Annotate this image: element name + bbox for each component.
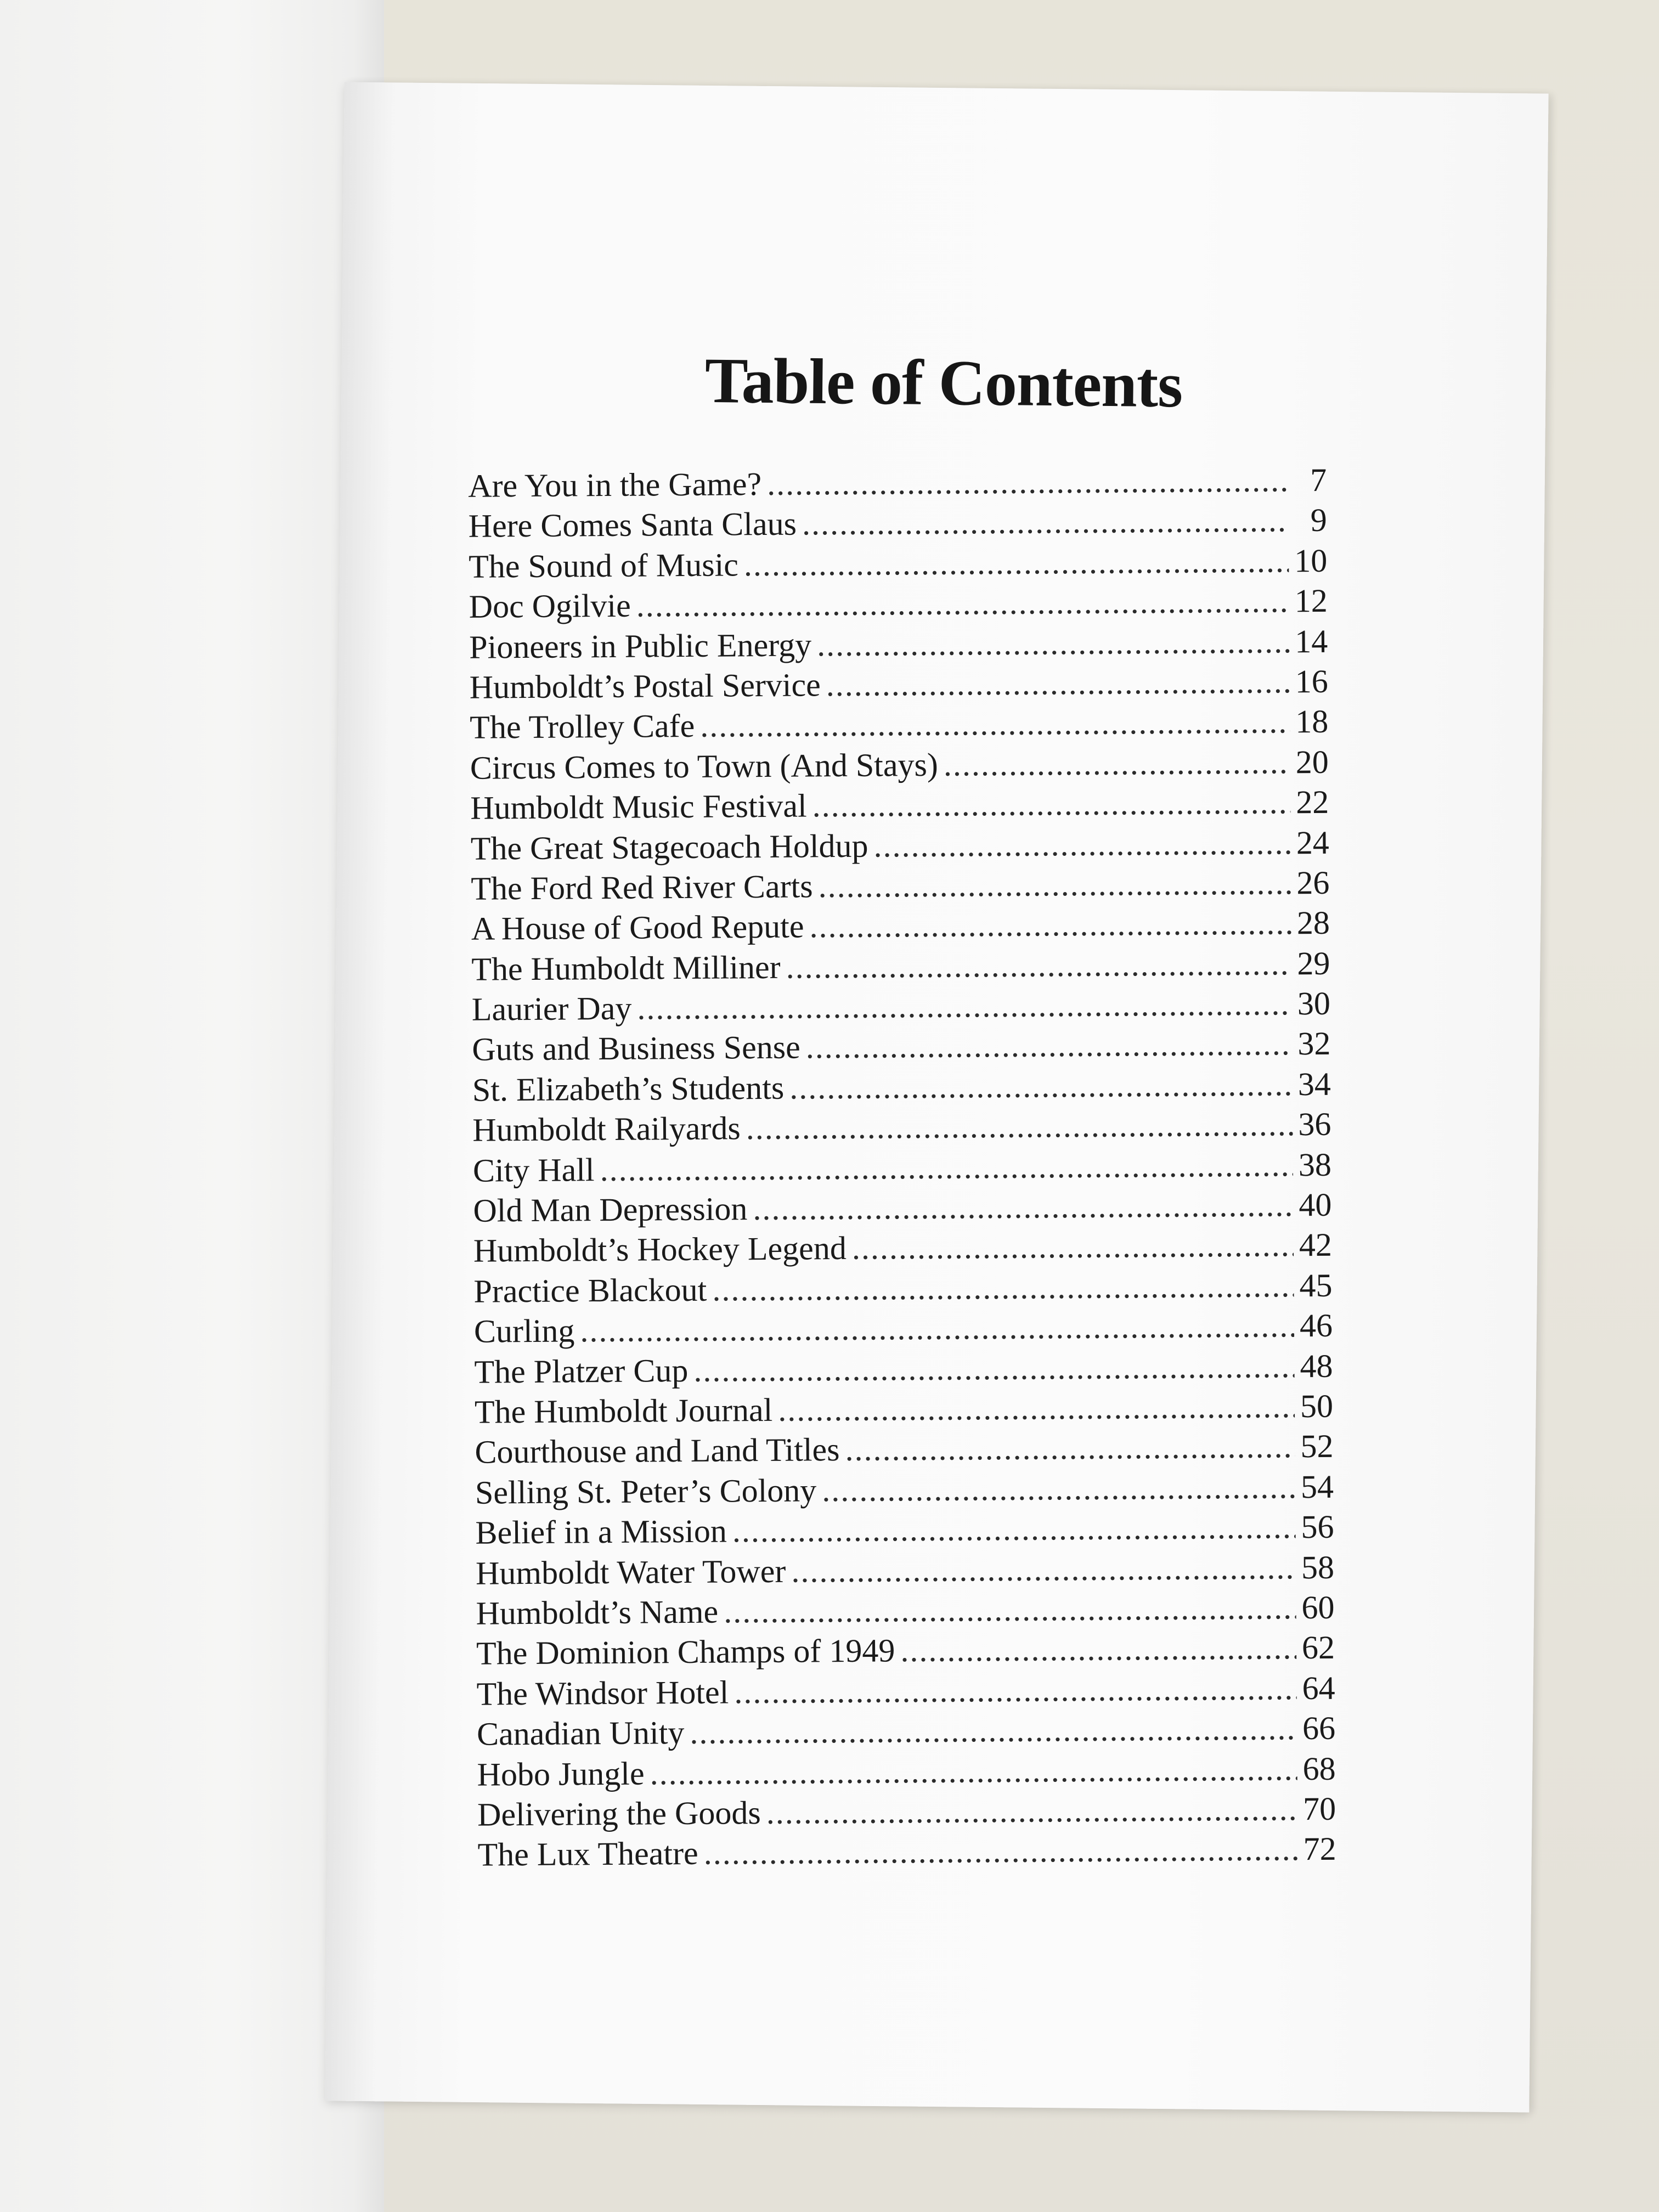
toc-entry-title: Practice Blackout xyxy=(473,1271,707,1310)
toc-entry-title: Humboldt Water Tower xyxy=(475,1553,786,1592)
toc-entry-page-number: 28 xyxy=(1296,905,1330,941)
toc-dot-leader xyxy=(778,1387,1295,1429)
toc-entry-page-number: 10 xyxy=(1294,542,1328,579)
toc-entry-title: St. Elizabeth’s Students xyxy=(472,1069,785,1108)
toc-dot-leader xyxy=(690,1709,1297,1752)
toc-dot-leader xyxy=(944,743,1290,783)
toc-entry-title: The Platzer Cup xyxy=(474,1352,689,1390)
toc-entry-title: Hobo Jungle xyxy=(477,1755,645,1793)
toc-dot-leader xyxy=(712,1267,1294,1308)
toc-entry-page-number: 20 xyxy=(1295,743,1329,780)
toc-entry-page-number: 56 xyxy=(1301,1508,1334,1545)
toc-entry-title: The Trolley Cafe xyxy=(470,708,695,746)
toc-entry-title: Laurier Day xyxy=(471,990,632,1028)
toc-entry-page-number: 54 xyxy=(1300,1468,1334,1505)
toc-entry xyxy=(469,622,1328,668)
toc-entry-title: Courthouse and Land Titles xyxy=(475,1431,840,1471)
toc-entry xyxy=(477,1750,1335,1796)
toc-entry-page-number: 26 xyxy=(1296,864,1330,901)
toc-entry-title: Belief in a Mission xyxy=(475,1513,727,1551)
toc-entry-title: A House of Good Repute xyxy=(471,908,804,947)
toc-entry xyxy=(477,1790,1336,1836)
toc-entry-title: The Great Stagecoach Holdup xyxy=(470,827,868,867)
toc-dot-leader xyxy=(818,864,1291,905)
toc-entry xyxy=(473,1226,1332,1272)
toc-entry-page-number: 34 xyxy=(1297,1065,1331,1103)
toc-entry xyxy=(477,1709,1335,1756)
toc-entry-page-number: 58 xyxy=(1301,1549,1335,1585)
toc-entry xyxy=(471,944,1330,990)
toc-entry-title: City Hall xyxy=(472,1151,595,1189)
toc-entry xyxy=(475,1508,1334,1554)
toc-entry xyxy=(468,461,1327,507)
toc-dot-leader xyxy=(767,461,1289,503)
toc-entry-title: Doc Ogilvie xyxy=(469,587,631,625)
toc-entry-page-number: 64 xyxy=(1302,1669,1335,1706)
toc-dot-leader xyxy=(822,1468,1295,1509)
toc-dot-leader xyxy=(580,1307,1294,1350)
toc-entry-page-number: 9 xyxy=(1310,502,1327,539)
toc-dot-leader xyxy=(693,1347,1295,1390)
toc-entry-title: Humboldt’s Postal Service xyxy=(469,667,821,706)
toc-entry-title: Humboldt Railyards xyxy=(472,1110,741,1148)
toc-entry-page-number: 36 xyxy=(1298,1106,1331,1143)
toc-entry xyxy=(475,1387,1333,1434)
toc-dot-leader xyxy=(700,703,1290,746)
toc-entry xyxy=(472,1105,1331,1152)
toc-dot-leader xyxy=(852,1227,1294,1268)
toc-dot-leader xyxy=(746,1106,1293,1148)
toc-dot-leader xyxy=(753,1186,1294,1228)
toc-entry-title: The Sound of Music xyxy=(469,546,739,585)
toc-entry-title: Pioneers in Public Energy xyxy=(469,626,812,665)
toc-entry-title: Circus Comes to Town (And Stays) xyxy=(470,746,939,786)
toc-entry xyxy=(474,1347,1333,1393)
toc-entry-page-number: 60 xyxy=(1301,1589,1335,1626)
toc-entry-title: The Lux Theatre xyxy=(477,1835,698,1873)
toc-dot-leader xyxy=(636,582,1289,624)
toc-entry xyxy=(470,663,1328,709)
toc-entry xyxy=(472,985,1330,1031)
toc-entry xyxy=(468,501,1327,548)
toc-dot-leader xyxy=(817,623,1290,664)
toc-entry xyxy=(472,1065,1331,1111)
toc-entry-page-number: 62 xyxy=(1301,1629,1335,1666)
toc-entry-title: Humboldt’s Hockey Legend xyxy=(473,1230,847,1269)
toc-entry xyxy=(476,1629,1335,1675)
toc-entry xyxy=(469,582,1328,628)
toc-entry-page-number: 45 xyxy=(1299,1267,1333,1304)
toc-entry-title: The Humboldt Milliner xyxy=(471,949,781,988)
toc-entry-page-number: 24 xyxy=(1296,824,1330,861)
page-title: Table of Contents xyxy=(704,344,1183,421)
toc-entry xyxy=(470,783,1329,830)
toc-dot-leader xyxy=(802,502,1289,543)
toc-entry-title: The Windsor Hotel xyxy=(476,1674,729,1712)
toc-entry-title: Humboldt Music Festival xyxy=(470,787,807,826)
toc-entry-page-number: 32 xyxy=(1297,1025,1331,1062)
book-page xyxy=(325,82,1548,2113)
toc-dot-leader xyxy=(786,945,1291,986)
toc-entry xyxy=(476,1669,1335,1715)
toc-entry xyxy=(471,904,1330,950)
toc-entry-page-number: 68 xyxy=(1302,1750,1336,1787)
toc-dot-leader xyxy=(744,542,1289,584)
toc-entry xyxy=(470,703,1328,749)
toc-entry-page-number: 12 xyxy=(1294,582,1328,619)
toc-entry-page-number: 70 xyxy=(1302,1790,1336,1827)
toc-entry-page-number: 30 xyxy=(1297,985,1331,1022)
toc-entry xyxy=(476,1548,1334,1594)
toc-entry-page-number: 46 xyxy=(1299,1307,1333,1344)
toc-entry-page-number: 18 xyxy=(1295,703,1329,740)
toc-entry-page-number: 50 xyxy=(1300,1387,1334,1425)
toc-entry-page-number: 29 xyxy=(1297,945,1330,981)
toc-entry-title: The Humboldt Journal xyxy=(474,1391,773,1430)
toc-entry xyxy=(471,823,1329,870)
toc-dot-leader xyxy=(809,905,1291,946)
toc-entry xyxy=(475,1468,1334,1514)
toc-dot-leader xyxy=(637,985,1292,1027)
toc-dot-leader xyxy=(791,1549,1296,1590)
toc-entry-title: Canadian Unity xyxy=(476,1714,685,1752)
toc-dot-leader xyxy=(600,1146,1293,1189)
toc-entry xyxy=(473,1146,1331,1192)
toc-entry-title: The Dominion Champs of 1949 xyxy=(476,1632,895,1672)
toc-entry-page-number: 38 xyxy=(1298,1146,1332,1183)
toc-entry-title: Old Man Depression xyxy=(473,1190,748,1229)
toc-list xyxy=(468,461,1336,1877)
toc-entry xyxy=(475,1427,1333,1474)
toc-dot-leader xyxy=(732,1508,1296,1550)
toc-dot-leader xyxy=(873,824,1291,865)
toc-entry-title: The Ford Red River Carts xyxy=(471,868,813,907)
toc-entry-title: Selling St. Peter’s Colony xyxy=(475,1472,817,1511)
toc-entry-page-number: 42 xyxy=(1299,1227,1333,1263)
toc-entry-page-number: 72 xyxy=(1303,1831,1336,1867)
toc-entry-title: Here Comes Santa Claus xyxy=(468,505,797,545)
toc-entry xyxy=(469,542,1327,588)
toc-entry xyxy=(472,1025,1330,1071)
toc-entry xyxy=(470,743,1329,789)
toc-entry xyxy=(473,1186,1331,1232)
toc-entry-title: Guts and Business Sense xyxy=(472,1029,800,1068)
toc-entry xyxy=(474,1307,1333,1353)
toc-entry-page-number: 14 xyxy=(1295,623,1328,659)
toc-entry-page-number: 48 xyxy=(1300,1347,1333,1384)
toc-entry xyxy=(471,864,1329,910)
toc-dot-leader xyxy=(724,1589,1296,1630)
toc-dot-leader xyxy=(703,1831,1297,1873)
toc-entry-page-number: 16 xyxy=(1295,663,1328,700)
toc-dot-leader xyxy=(900,1629,1296,1670)
toc-entry xyxy=(477,1830,1336,1876)
toc-entry xyxy=(476,1589,1334,1635)
toc-dot-leader xyxy=(766,1790,1297,1832)
toc-entry-page-number: 52 xyxy=(1300,1428,1334,1465)
toc-entry-title: Are You in the Game? xyxy=(467,466,762,504)
toc-dot-leader xyxy=(805,1025,1292,1066)
toc-entry-title: Curling xyxy=(473,1312,575,1350)
toc-dot-leader xyxy=(789,1065,1293,1107)
toc-dot-leader xyxy=(650,1750,1297,1792)
toc-entry-title: Delivering the Goods xyxy=(477,1794,761,1833)
toc-entry-page-number: 22 xyxy=(1296,783,1329,821)
facing-blank-page xyxy=(0,0,384,2212)
toc-entry-page-number: 66 xyxy=(1302,1709,1336,1747)
toc-entry-page-number: 7 xyxy=(1310,461,1327,499)
toc-entry-page-number: 40 xyxy=(1299,1186,1332,1223)
toc-dot-leader xyxy=(845,1428,1295,1469)
toc-dot-leader xyxy=(734,1669,1297,1711)
toc-entry-title: Humboldt’s Name xyxy=(476,1593,719,1632)
toc-dot-leader xyxy=(826,663,1289,704)
toc-dot-leader xyxy=(812,783,1290,825)
toc-entry xyxy=(473,1267,1332,1313)
